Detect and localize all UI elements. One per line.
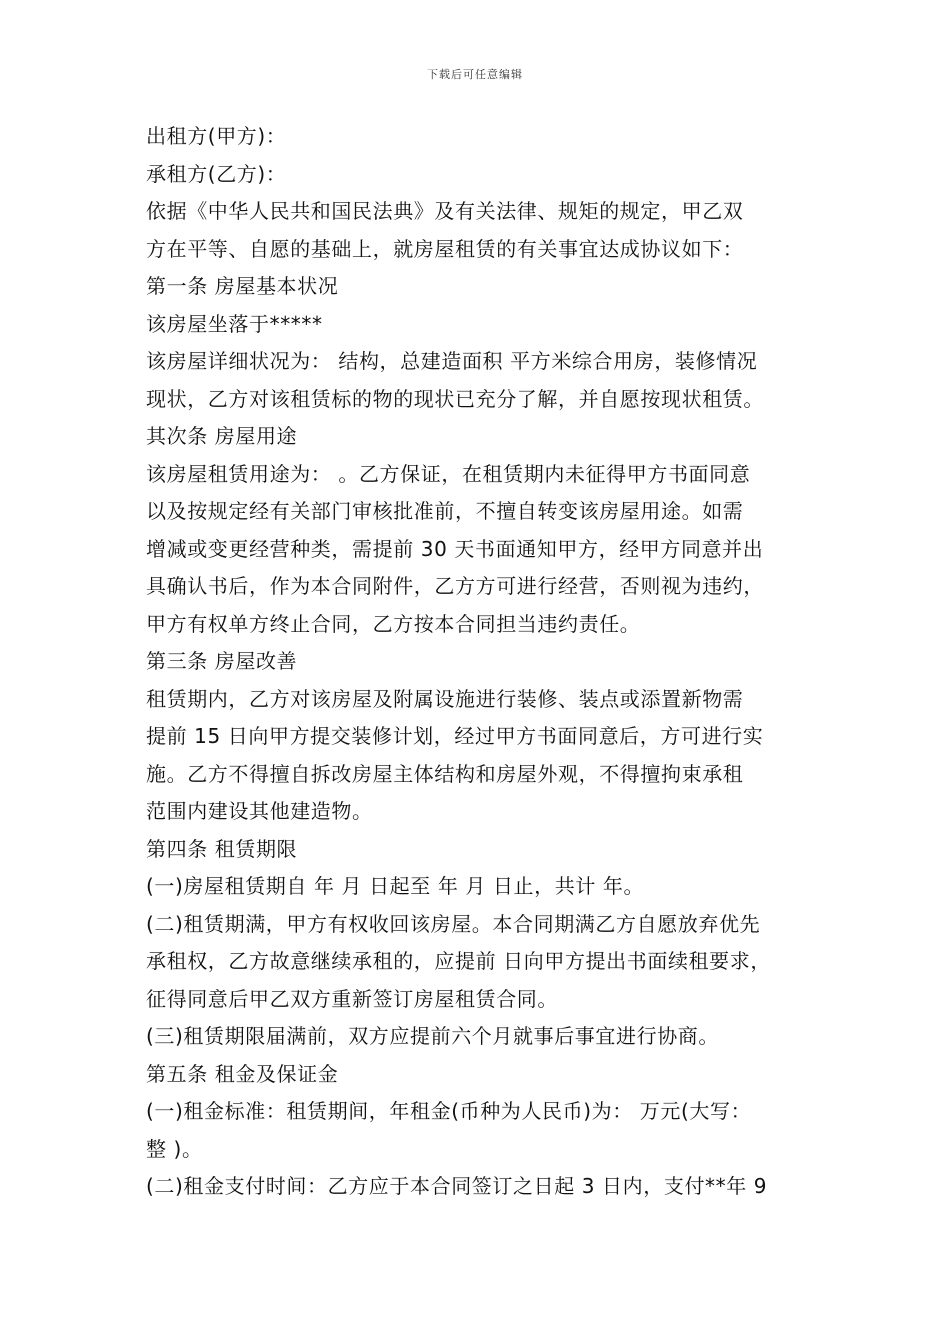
text-line: 以及按规定经有关部门审核批准前，不擅自转变该房屋用途。如需 xyxy=(146,499,744,523)
text-line: 依据《中华人民共和国民法典》及有关法律、规矩的规定，甲乙双 xyxy=(146,199,744,223)
text-line: 承租权，乙方故意继续承租的，应提前 日向甲方提出书面续租要求， xyxy=(146,949,771,973)
text-line: 方在平等、自愿的基础上，就房屋租赁的有关事宜达成协议如下： xyxy=(146,236,744,261)
page-header: 下载后可任意编辑 xyxy=(427,68,523,81)
text-line: 该房屋详细状况为： 结构，总建造面积 平方米综合用房，装修情况 xyxy=(146,349,758,373)
text-line: (一)租金标准：租赁期间，年租金(币种为人民币)为： 万元(大写： xyxy=(146,1099,752,1123)
text-line: 该房屋坐落于***** xyxy=(146,311,323,336)
text-line: (一)房屋租赁期自 年 月 日起至 年 月 日止，共计 年。 xyxy=(146,874,645,898)
section-heading: 第三条 房屋改善 xyxy=(146,649,298,673)
section-heading: 第一条 房屋基本状况 xyxy=(146,274,339,298)
text-line: 整 )。 xyxy=(146,1136,203,1161)
section-heading: 其次条 房屋用途 xyxy=(146,424,298,448)
text-line: 提前 15 日向甲方提交装修计划，经过甲方书面同意后，方可进行实 xyxy=(146,724,764,748)
section-heading: 第五条 租金及保证金 xyxy=(146,1061,339,1086)
text-line: 承租方(乙方)： xyxy=(146,161,287,186)
text-line: (三)租赁期限届满前，双方应提前六个月就事后事宜进行协商。 xyxy=(146,1024,720,1048)
text-line: 增减或变更经营种类，需提前 30 天书面通知甲方，经甲方同意并出 xyxy=(146,536,764,561)
text-line: 现状，乙方对该租赁标的物的现状已充分了解，并自愿按现状租赁。 xyxy=(146,386,764,411)
text-line: 征得同意后甲乙双方重新签订房屋租赁合同。 xyxy=(146,986,558,1011)
text-line: 甲方有权单方终止合同，乙方按本合同担当违约责任。 xyxy=(146,611,641,636)
document-body xyxy=(146,118,826,1206)
text-line: (二)租赁期满，甲方有权收回该房屋。本合同期满乙方自愿放弃优先 xyxy=(146,911,761,936)
text-line: (二)租金支付时间：乙方应于本合同签订之日起 3 日内，支付**年 9 xyxy=(146,1174,768,1198)
text-line: 该房屋租赁用途为： 。乙方保证，在租赁期内未征得甲方书面同意 xyxy=(146,461,751,486)
text-line: 具确认书后，作为本合同附件，乙方方可进行经营，否则视为违约， xyxy=(146,574,764,598)
text-line: 施。乙方不得擅自拆改房屋主体结构和房屋外观，不得擅拘束承租 xyxy=(146,761,744,786)
text-line: 出租方(甲方)： xyxy=(146,124,287,148)
text-line: 租赁期内，乙方对该房屋及附属设施进行装修、装点或添置新物需 xyxy=(146,686,744,711)
text-line: 范围内建设其他建造物。 xyxy=(146,799,373,823)
section-heading: 第四条 租赁期限 xyxy=(146,836,298,861)
